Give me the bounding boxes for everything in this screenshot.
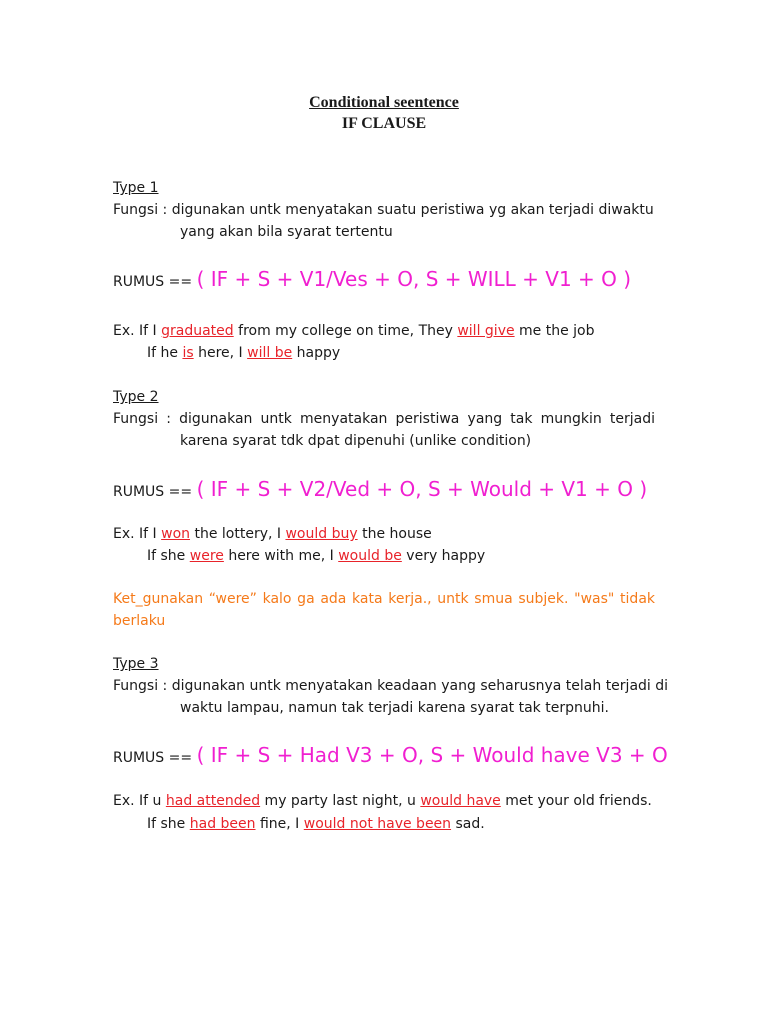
example-text: If she [147,548,190,564]
type3-example-2 [147,813,485,835]
example-text: from my college on time, They [233,323,458,339]
page-subtitle: IF CLAUSE [341,115,427,132]
type3-fungsi-line2: waktu lampau, namun tak terjadi karena syarat tak terpnuhi. [180,700,609,716]
highlight-verb: would have [420,793,501,809]
page-title: Conditional seentence [309,94,459,111]
example-text: met your old friends. [500,793,652,809]
type3-heading: Type 3 [113,656,159,672]
example-text: here, I [193,345,248,361]
highlight-verb: were [189,548,224,564]
rumus-label: RUMUS == [113,274,193,290]
type1-example-2 [147,342,340,364]
highlight-verb: will be [247,345,293,361]
example-text: my party last night, u [260,793,421,809]
example-text: the house [357,526,432,542]
example-text: very happy [401,548,486,564]
type1-formula: ( IF + S + V1/Ves + O, S + WILL + V1 + O ) [196,267,632,291]
type2-rumus [113,474,647,507]
type3-rumus [113,740,668,773]
type1-rumus [113,264,631,297]
example-text: fine, I [255,816,304,832]
highlight-verb: had been [189,816,256,832]
highlight-verb: graduated [161,323,234,339]
example-text: here with me, I [223,548,339,564]
rumus-label: RUMUS == [113,484,193,500]
type3-fungsi-line1: Fungsi : digunakan untk menyatakan keadaan yang seharusnya telah terjadi di [113,678,669,694]
rumus-label: RUMUS == [113,750,193,766]
type3-example-1 [113,790,652,812]
type3-formula: ( IF + S + Had V3 + O, S + Would have V3 + O [196,743,668,767]
type2-formula: ( IF + S + V2/Ved + O, S + Would + V1 + O ) [196,477,648,501]
type2-example-2 [147,545,485,567]
highlight-verb: would be [338,548,402,564]
highlight-verb: would not have been [303,816,452,832]
highlight-verb: had attended [165,793,261,809]
type2-note-line2: berlaku [113,613,166,629]
example-text: Ex. If I [113,323,162,339]
type2-note-line1: Ket_gunakan “were” kalo ga ada kata kerja., untk smua subjek. "was" tidak [113,591,655,607]
type2-fungsi-line2: karena syarat tdk dpat dipenuhi (unlike condition) [180,433,532,449]
highlight-verb: is [182,345,194,361]
example-text: sad. [451,816,485,832]
type1-fungsi-line1: Fungsi : digunakan untk menyatakan suatu peristiwa yg akan terjadi diwaktu [113,202,654,218]
type1-example-1 [113,320,595,342]
example-text: Ex. If I [113,526,162,542]
example-text: the lottery, I [190,526,286,542]
type1-heading: Type 1 [113,180,159,196]
type2-fungsi-line1: Fungsi : digunakan untk menyatakan peristiwa yang tak mungkin terjadi [113,411,655,427]
highlight-verb: would buy [285,526,358,542]
example-text: If he [147,345,183,361]
example-text: happy [292,345,341,361]
type2-heading: Type 2 [113,389,159,405]
type2-example-1 [113,523,432,545]
highlight-verb: won [161,526,191,542]
example-text: If she [147,816,190,832]
highlight-verb: will give [457,323,515,339]
type1-fungsi-line2: yang akan bila syarat tertentu [180,224,393,240]
title-block [0,92,768,134]
example-text: me the job [514,323,595,339]
example-text: Ex. If u [113,793,166,809]
